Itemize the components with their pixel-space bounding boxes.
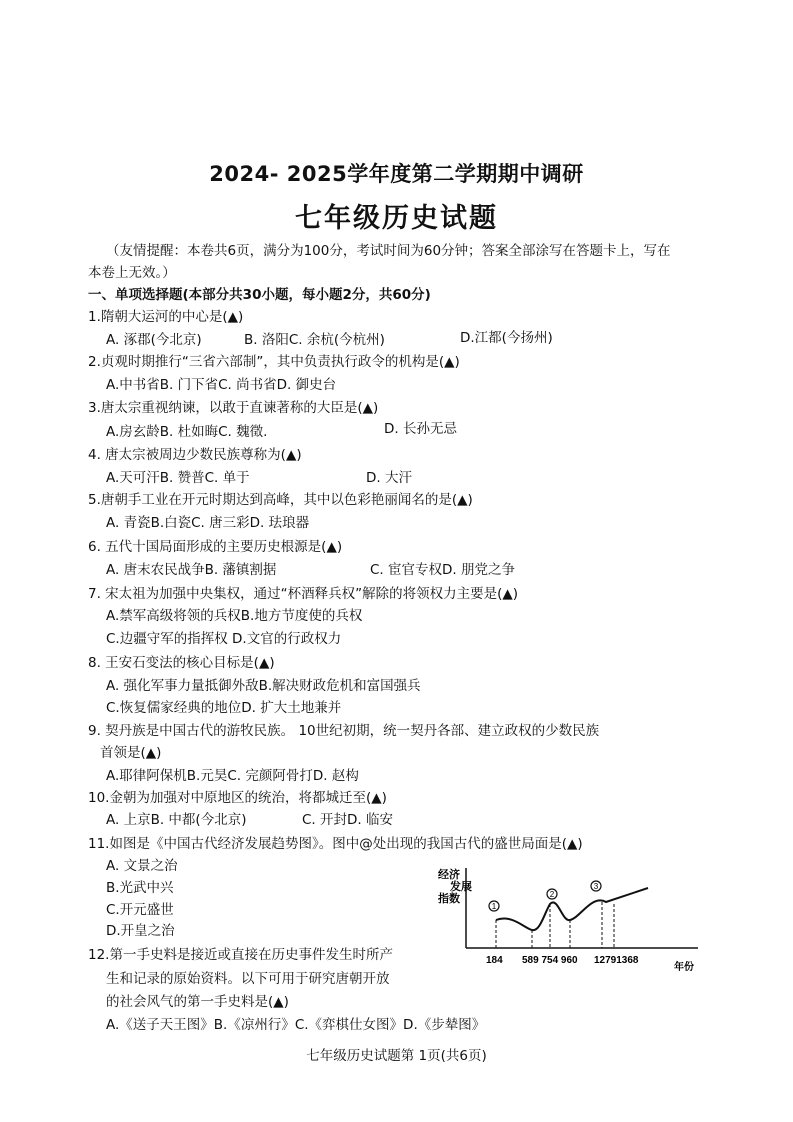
question-option: C.恢复儒家经典的地位D. 扩大土地兼并 <box>106 700 342 716</box>
question-option: A. 唐末农民战争B. 藩镇割据 <box>106 562 277 578</box>
question-option: A. 文景之治 <box>106 858 178 874</box>
y-axis-label-line1: 经济 <box>438 869 460 881</box>
question-option: A.《送子天王图》B.《凉州行》C.《弈棋仕女图》D.《步辇图》 <box>106 1017 486 1033</box>
question-stem: 8. 王安石变法的核心目标是(▲) <box>88 655 275 671</box>
question-option: B.光武中兴 <box>106 880 174 896</box>
question-option: A.天可汗B. 赞普C. 单于 <box>106 470 250 486</box>
question-stem: 5.唐朝手工业在开元时期达到高峰，其中以色彩艳丽闻名的是(▲) <box>88 492 473 508</box>
x-tick-label: 184 <box>486 955 503 966</box>
question-stem: 9. 契丹族是中国古代的游牧民族。 10世纪初期，统一契丹各部、建立政权的少数民族 <box>88 723 600 739</box>
question-option: A. 上京B. 中都(今北京) <box>106 812 247 828</box>
question-stem-cont: 的社会风气的第一手史料是(▲) <box>106 994 289 1010</box>
question-option: D. 大汗 <box>366 470 412 486</box>
question-stem: 1.隋朝大运河的中心是(▲) <box>88 309 244 325</box>
question-option: D. 长孙无忌 <box>384 421 457 437</box>
question-stem: 3.唐太宗重视纳谏，以敢于直谏著称的大臣是(▲) <box>88 400 379 416</box>
marker-3-label: 3 <box>593 882 599 891</box>
question-option: C.开元盛世 <box>106 902 174 918</box>
question-stem: 7. 宋太祖为加强中央集权，通过“杯酒释兵权”解除的将领权力主要是(▲) <box>88 586 519 602</box>
x-tick-label: 589 754 960 <box>522 955 578 966</box>
question-stem: 11.如图是《中国古代经济发展趋势图》。图中@处出现的我国古代的盛世局面是(▲) <box>88 836 583 852</box>
question-option: A.禁军高级将领的兵权B.地方节度使的兵权 <box>106 608 363 624</box>
marker-1-label: 1 <box>491 902 497 911</box>
question-stem-cont: 首领是(▲) <box>100 745 162 761</box>
x-tick-label: 12791368 <box>594 955 639 966</box>
marker-2-label: 2 <box>549 890 555 899</box>
economy-trend-chart <box>434 860 702 978</box>
question-stem: 12.第一手史料是接近或直接在历史事件发生时所产 <box>88 947 393 963</box>
question-stem: 6. 五代十国局面形成的主要历史根源是(▲) <box>88 539 343 555</box>
notice-line-2: 本卷上无效。） <box>88 265 176 281</box>
notice-line-1: （友情提醒：本卷共6页，满分为100分，考试时间为60分钟；答案全部涂写在答题卡上，写在 <box>106 243 671 259</box>
x-axis-label: 年份 <box>674 962 694 973</box>
question-stem-cont: 生和记录的原始资料。以下可用于研究唐朝开放 <box>106 971 390 987</box>
question-option: D.开皇之治 <box>106 923 175 939</box>
question-option: A.耶律阿保机B.元昊C. 完颜阿骨打D. 赵构 <box>106 768 359 784</box>
question-option: A. 青瓷B.白瓷C. 唐三彩D. 珐琅器 <box>106 515 310 531</box>
page-footer: 七年级历史试题第 1页(共6页) <box>306 1048 487 1064</box>
y-axis-label-line3: 指数 <box>438 893 460 905</box>
question-option: A. 涿郡(今北京) <box>106 332 202 348</box>
question-option: B. 洛阳C. 余杭(今杭州) <box>244 332 385 348</box>
exam-title: 2024- 2025学年度第二学期期中调研 <box>209 162 584 186</box>
question-option: C. 宦官专权D. 朋党之争 <box>370 562 515 578</box>
y-axis-label-line2: 发展 <box>450 881 472 893</box>
section-heading: 一、单项选择题(本部分共30小题，每小题2分，共60分) <box>88 287 431 303</box>
question-stem: 10.金朝为加强对中原地区的统治，将都城迁至(▲) <box>88 790 387 806</box>
question-option: A.中书省B. 门下省C. 尚书省D. 御史台 <box>106 377 337 393</box>
question-option: A. 强化军事力量抵御外敌B.解决财政危机和富国强兵 <box>106 678 421 694</box>
exam-subtitle: 七年级历史试题 <box>295 203 498 234</box>
question-option: C.边疆守军的指挥权 D.文官的行政权力 <box>106 631 342 647</box>
question-option: D.江都(今扬州) <box>460 330 553 346</box>
question-option: C. 开封D. 临安 <box>302 812 393 828</box>
question-stem: 4. 唐太宗被周边少数民族尊称为(▲) <box>88 447 302 463</box>
question-option: A.房玄龄B. 杜如晦C. 魏徵. <box>106 424 268 440</box>
trend-line <box>496 888 648 930</box>
question-stem: 2.贞观时期推行“三省六部制”，其中负责执行政令的机构是(▲) <box>88 354 460 370</box>
